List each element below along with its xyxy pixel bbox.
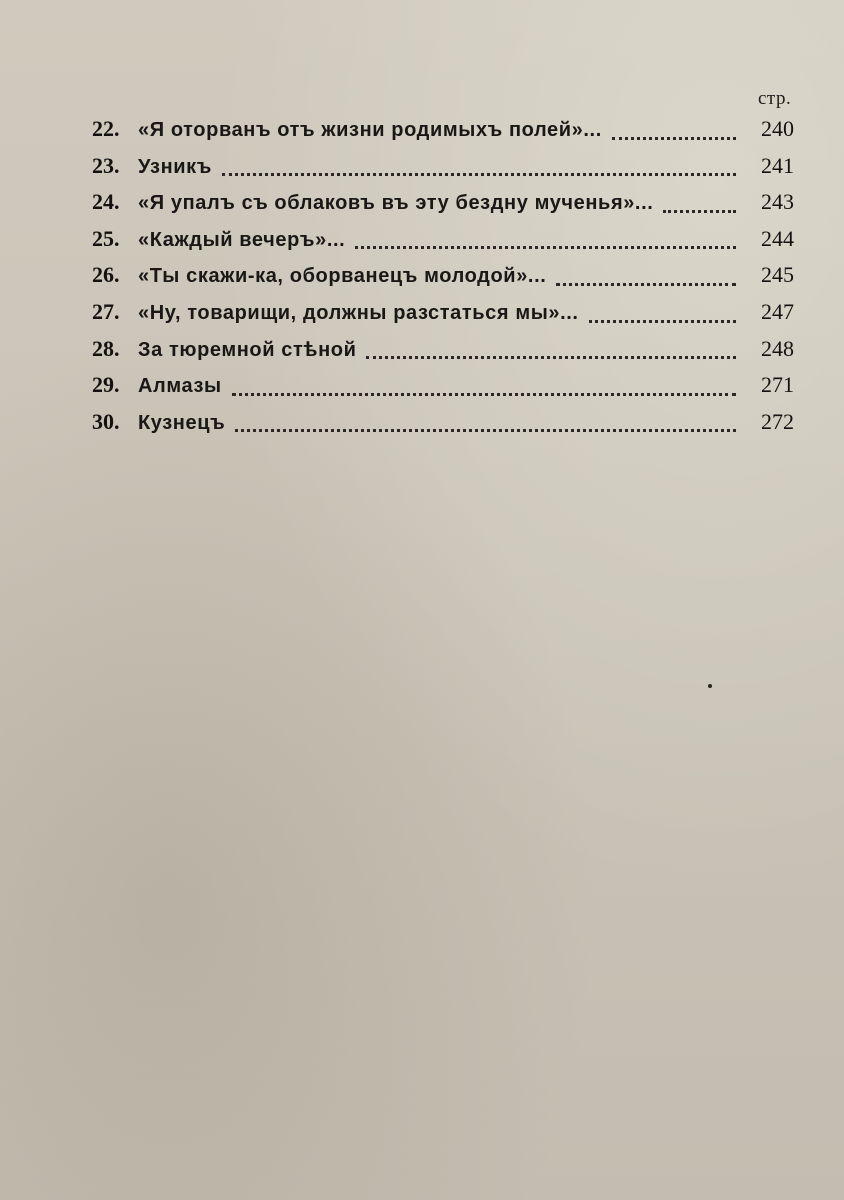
entry-page: 271: [761, 372, 794, 398]
entry-number: 24.: [92, 189, 120, 215]
dot-leader: [355, 246, 736, 249]
dot-leader: [663, 210, 736, 213]
entry-number: 23.: [92, 152, 120, 178]
entry-title: «Я оторванъ отъ жизни родимыхъ полей»...: [138, 119, 602, 141]
entry-number: 22.: [92, 116, 120, 141]
dot-leader: [366, 356, 736, 359]
toc-entry: [92, 226, 794, 263]
dot-leader: [556, 283, 736, 286]
entry-page: 241: [761, 152, 794, 178]
entry-page: 243: [761, 189, 794, 215]
toc-entry: [92, 336, 794, 373]
entry-page: 248: [761, 335, 794, 361]
toc-entry: [92, 299, 794, 336]
entry-title: Алмазы: [138, 375, 222, 398]
toc-entry: [92, 409, 794, 446]
toc-entry: [92, 116, 794, 153]
entry-page: 244: [761, 225, 794, 251]
toc-entry: [92, 153, 794, 190]
entry-number: 30.: [92, 408, 120, 434]
entry-title: «Ты скажи-ка, оборванецъ молодой»...: [138, 265, 547, 288]
toc-entry: [92, 372, 794, 409]
entry-title: Кузнецъ: [138, 411, 226, 434]
entry-page: 240: [761, 116, 794, 141]
toc-entry: [92, 262, 794, 299]
ink-fleck: [708, 684, 712, 688]
entry-number: 29.: [92, 372, 120, 398]
entry-number: 27.: [92, 298, 120, 324]
entry-page: 247: [761, 298, 794, 324]
entry-title: «Я упалъ съ облаковъ въ эту бездну мученья»...: [138, 192, 654, 215]
table-of-contents: [92, 116, 794, 445]
entry-title: «Каждый вечеръ»...: [138, 228, 346, 251]
dot-leader: [612, 137, 736, 140]
dot-leader: [232, 393, 736, 396]
entry-number: 26.: [92, 262, 120, 288]
entry-page: 272: [761, 408, 794, 434]
entry-title: «Ну, товарищи, должны разстаться мы»...: [138, 301, 579, 324]
dot-leader: [235, 429, 736, 432]
entry-title: Узникъ: [138, 155, 212, 178]
page-column-label: стр.: [758, 88, 792, 109]
entry-number: 28.: [92, 335, 120, 361]
toc-entry: [92, 189, 794, 226]
dot-leader: [222, 173, 736, 176]
entry-title: За тюремной стѣной: [138, 338, 357, 361]
entry-page: 245: [761, 262, 794, 288]
dot-leader: [589, 320, 736, 323]
entry-number: 25.: [92, 225, 120, 251]
